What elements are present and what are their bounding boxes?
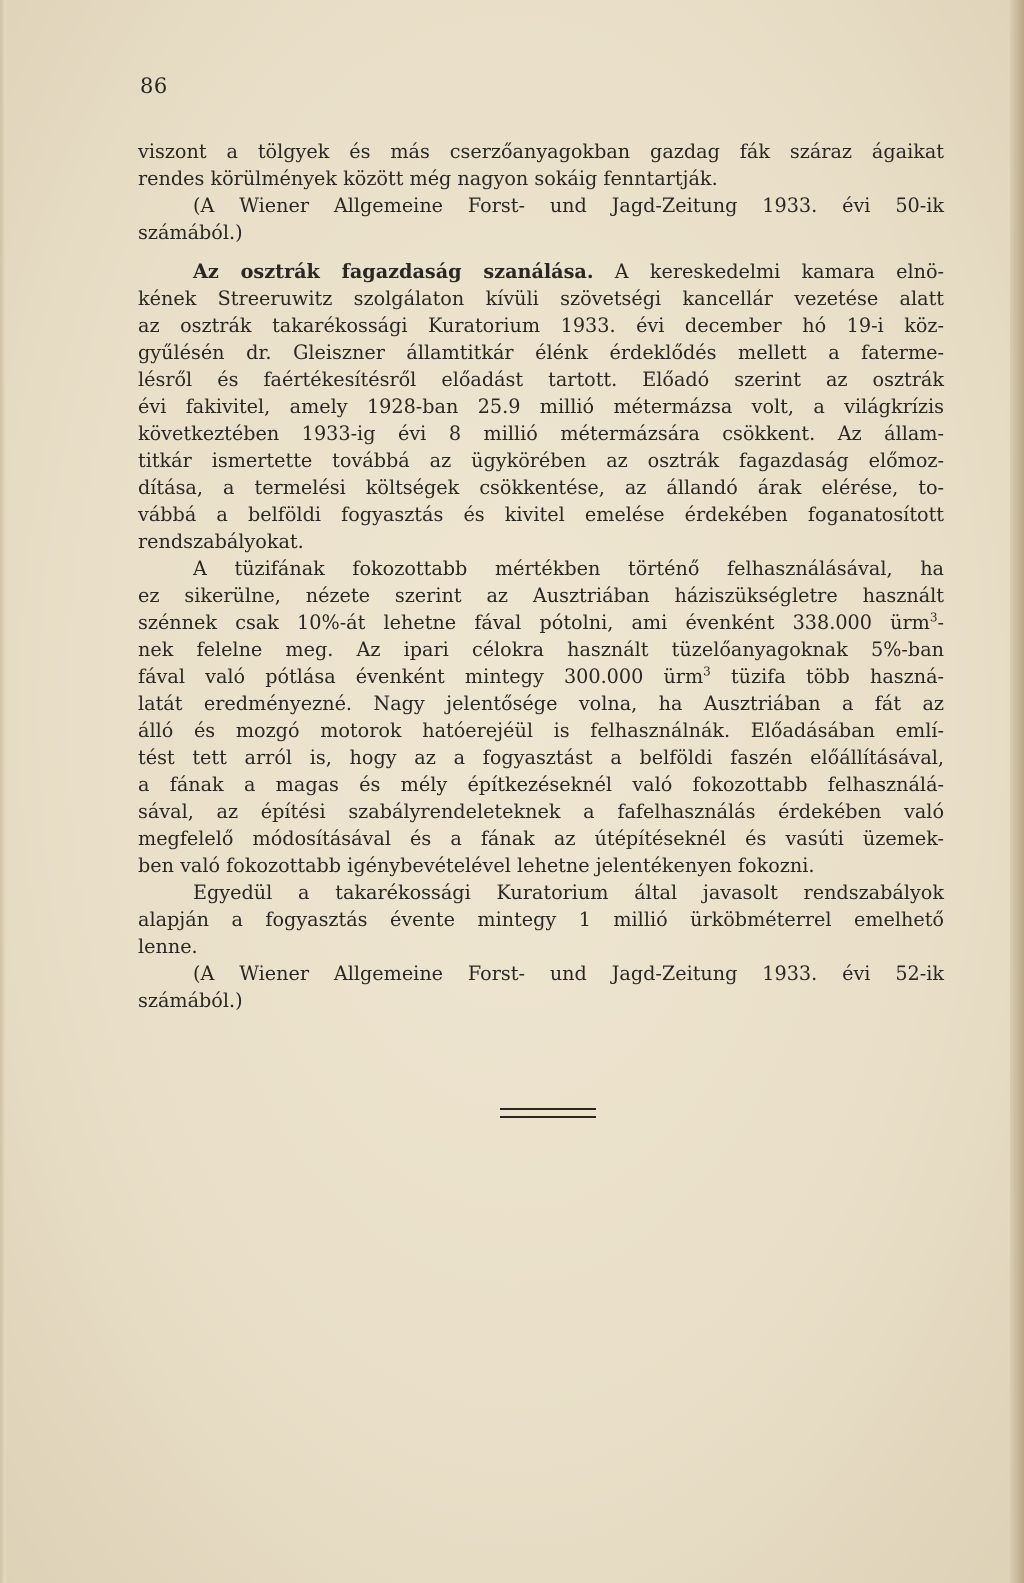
page-left-edge bbox=[0, 0, 6, 1583]
text-line: nek felelne meg. Az ipari célokra használt tüzelőanyagoknak 5%-ban bbox=[138, 638, 944, 661]
text-line: alapján a fogyasztás évente mintegy 1 millió ürköbméterrel emelhető bbox=[138, 908, 944, 931]
text-fragment: szénnek csak 10%-át lehetne fával pótolni, ami évenként 338.000 ürm bbox=[138, 611, 930, 634]
text-line: évi fakivitel, amely 1928-ban 25.9 millió métermázsa volt, a világkrízis bbox=[138, 395, 944, 418]
text-line: (A Wiener Allgemeine Forst- und Jagd-Zeitung 1933. évi 52-ik bbox=[193, 962, 944, 985]
text-line: számából.) bbox=[138, 221, 243, 244]
paragraph bbox=[138, 555, 944, 879]
page-right-edge bbox=[1010, 0, 1024, 1583]
citation bbox=[138, 192, 944, 246]
text-line: A tüzifának fokozottabb mértékben történő felhasználásával, ha bbox=[193, 557, 944, 580]
text-line: az osztrák takarékossági Kuratorium 1933. évi december hó 19-i köz- bbox=[138, 314, 944, 337]
paragraph bbox=[138, 879, 944, 960]
text-line: gyűlésén dr. Gleiszner államtitkár élénk érdeklődés mellett a faterme- bbox=[138, 341, 944, 364]
text-line: vábbá a belföldi fogyasztás és kivitel emelése érdekében foganatosított bbox=[138, 503, 944, 526]
text-line: számából.) bbox=[138, 989, 243, 1012]
section-heading: Az osztrák fagazdaság szanálása. bbox=[193, 260, 594, 283]
text-line: ez sikerülne, nézete szerint az Ausztriában háziszükségletre használt bbox=[138, 584, 944, 607]
text-line: tést tett arról is, hogy az a fogyasztást a belföldi faszén előállításával, bbox=[138, 746, 944, 769]
text-fragment: A kereskedelmi kamara elnö- bbox=[593, 260, 944, 283]
text-line: (A Wiener Allgemeine Forst- und Jagd-Zeitung 1933. évi 50-ik bbox=[193, 194, 944, 217]
text-line bbox=[138, 609, 944, 636]
text-line: Egyedül a takarékossági Kuratorium által javasolt rendszabályok bbox=[193, 881, 944, 904]
text-line: kének Streeruwitz szolgálaton kívüli szövetségi kancellár vezetése alatt bbox=[138, 287, 944, 310]
citation bbox=[138, 960, 944, 1014]
article-body bbox=[138, 138, 944, 1014]
text-line: latát eredményezné. Nagy jelentősége volna, ha Ausztriában a fát az bbox=[138, 692, 944, 715]
section-divider bbox=[500, 1108, 596, 1118]
text-fragment: fával való pótlása évenként mintegy 300.000 ürm bbox=[138, 665, 704, 688]
text-line: rendszabályokat. bbox=[138, 530, 304, 553]
text-line bbox=[138, 663, 944, 690]
page-number: 86 bbox=[140, 74, 168, 98]
text-line: álló és mozgó motorok hatóerejéül is felhasználnák. Előadásában emlí- bbox=[138, 719, 944, 742]
text-line: rendes körülmények között még nagyon sokáig fenntartják. bbox=[138, 167, 718, 190]
text-line: megfelelő módosításával és a fának az útépítéseknél és vasúti üzemek- bbox=[138, 827, 944, 850]
text-line: titkár ismertette továbbá az ügykörében az osztrák fagazdaság előmoz- bbox=[138, 449, 944, 472]
paragraph-continuation bbox=[138, 138, 944, 192]
text-line: lenne. bbox=[138, 935, 198, 958]
text-line: következtében 1933-ig évi 8 millió métermázsára csökkent. Az állam- bbox=[138, 422, 944, 445]
text-line: sával, az építési szabályrendeleteknek a fafelhasználás érdekében való bbox=[138, 800, 944, 823]
text-line: a fának a magas és mély építkezéseknél való fokozottabb felhasználá- bbox=[138, 773, 944, 796]
text-line: lésről és faértékesítésről előadást tartott. Előadó szerint az osztrák bbox=[138, 368, 944, 391]
text-fragment: tüzifa több haszná- bbox=[710, 665, 944, 688]
text-line: ben való fokozottabb igénybevételével lehetne jelentékenyen fokozni. bbox=[138, 854, 815, 877]
superscript: 3 bbox=[703, 664, 711, 679]
text-line bbox=[138, 258, 944, 285]
section-paragraph bbox=[138, 258, 944, 555]
text-line: viszont a tölgyek és más cserzőanyagokban gazdag fák száraz ágaikat bbox=[138, 140, 944, 163]
superscript: 3 bbox=[929, 610, 938, 625]
text-fragment: - bbox=[937, 611, 944, 634]
text-line: dítása, a termelési költségek csökkentése, az állandó árak elérése, to- bbox=[138, 476, 944, 499]
